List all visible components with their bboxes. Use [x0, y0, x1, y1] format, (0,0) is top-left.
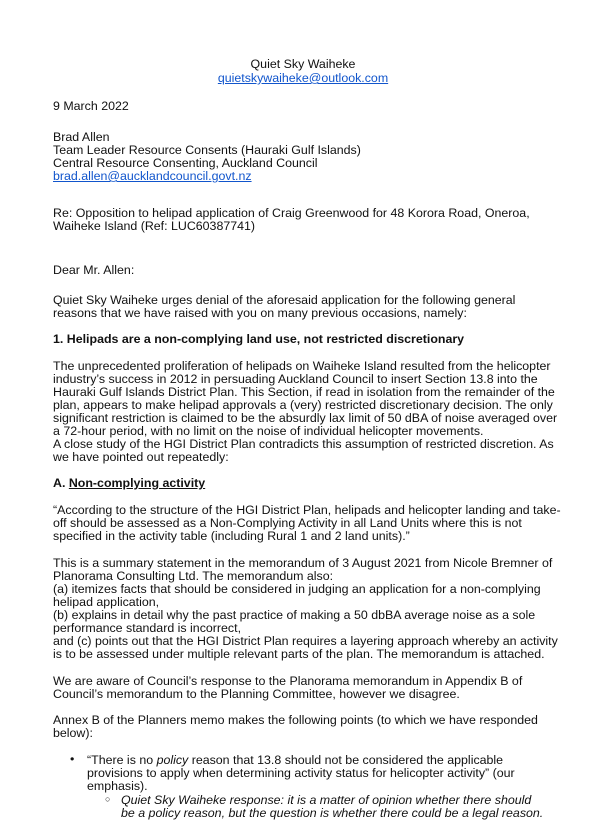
subject-line: Waiheke Island (Ref: LUC60387741): [53, 219, 256, 233]
subject-line: Re: Opposition to helipad application of Craig Greenwood for 48 Korora Road, Oneroa,: [53, 206, 530, 220]
section1-line: Hauraki Gulf Islands District Plan. This Section, if read in isolation from the remainder of the: [53, 385, 555, 399]
salutation: Dear Mr. Allen:: [53, 263, 135, 277]
bullet-line: “There is no policy reason that 13.8 should not be considered the applicable: [87, 753, 504, 767]
summary-line: is to be assessed under multiple relevant parts of the plan. The memorandum is attached.: [53, 647, 545, 661]
subbullet-line: Quiet Sky Waiheke response: it is a matter of opinion whether there should: [121, 793, 532, 807]
org-email-wrap: [53, 72, 553, 85]
section1-line: significant restriction is claimed to be the absurdly lax limit of 50 dBA of noise averaged over: [53, 411, 558, 425]
sectionA-heading: [53, 477, 205, 490]
intro-line: Quiet Sky Waiheke urges denial of the aforesaid application for the following general: [53, 293, 516, 307]
summary-line: performance standard is incorrect,: [53, 621, 242, 635]
quote-line: specified in the activity table (including Rural 1 and 2 land units).”: [53, 529, 410, 543]
section1-line: we have pointed out repeatedly:: [53, 450, 229, 464]
org-email-link[interactable]: quietskywaiheke@outlook.com: [217, 71, 389, 85]
summary-line: This is a summary statement in the memorandum of 3 August 2021 from Nicole Bremner of: [53, 556, 553, 570]
recipient-org: Central Resource Consenting, Auckland Council: [53, 156, 318, 170]
recipient-email-link[interactable]: brad.allen@aucklandcouncil.govt.nz: [53, 169, 252, 183]
aware-line: Council’s memorandum to the Planning Committee, however we disagree.: [53, 687, 460, 701]
subbullet-line: be a policy reason, but the question is whether there could be a legal reason.: [121, 806, 544, 820]
bullet-line: provisions to apply when determining activity status for helicopter activity” (our: [87, 766, 515, 780]
recipient-email-wrap: [53, 170, 252, 183]
bullet-line: emphasis).: [87, 779, 148, 793]
annex-line: Annex B of the Planners memo makes the following points (to which we have responded: [53, 713, 538, 727]
sectionA-title: Non-complying activity: [68, 476, 206, 490]
intro-line: reasons that we have raised with you on many previous occasions, namely:: [53, 306, 467, 320]
summary-line: (b) explains in detail why the past practice of making a 50 dbBA average noise as a sole: [53, 608, 536, 622]
letter-date: 9 March 2022: [53, 99, 129, 113]
summary-line: and (c) points out that the HGI District Plan requires a layering approach whereby an activity: [53, 634, 558, 648]
sectionA-prefix: A.: [53, 476, 69, 490]
recipient-name: Brad Allen: [53, 130, 110, 144]
bullet-circle-icon: ○: [105, 794, 111, 804]
aware-line: We are aware of Council’s response to the Planorama memorandum in Appendix B of: [53, 674, 523, 688]
quote-line: “According to the structure of the HGI District Plan, helipads and helicopter landing and take-: [53, 503, 561, 517]
section1-line: A close study of the HGI District Plan contradicts this assumption of restricted discretion. As: [53, 437, 554, 451]
summary-line: Planorama Consulting Ltd. The memorandum also:: [53, 569, 334, 583]
bullet-disc-icon: •: [70, 752, 75, 766]
section1-line: a 72-hour period, with no limit on the noise of individual helicopter movements.: [53, 424, 484, 438]
section1-line: plan, appears to make helipad approvals a (very) restricted discretionary decision. The only: [53, 398, 553, 412]
section1-line: The unprecedented proliferation of helipads on Waiheke Island resulted from the helicopter: [53, 359, 551, 373]
annex-line: below):: [53, 726, 93, 740]
section1-heading: 1. Helipads are a non-complying land use, not restricted discretionary: [53, 332, 465, 346]
recipient-title: Team Leader Resource Consents (Hauraki Gulf Islands): [53, 143, 361, 157]
emphasis-policy: policy: [156, 753, 189, 767]
org-name: Quiet Sky Waiheke: [250, 57, 356, 71]
quote-line: off should be assessed as a Non-Complying Activity in all Land Units where this is not: [53, 516, 522, 530]
section1-line: industry’s success in 2012 in persuading Auckland Council to insert Section 13.8 into the: [53, 372, 538, 386]
summary-line: helipad application,: [53, 595, 160, 609]
summary-line: (a) itemizes facts that should be considered in judging an application for a non-complying: [53, 582, 541, 596]
